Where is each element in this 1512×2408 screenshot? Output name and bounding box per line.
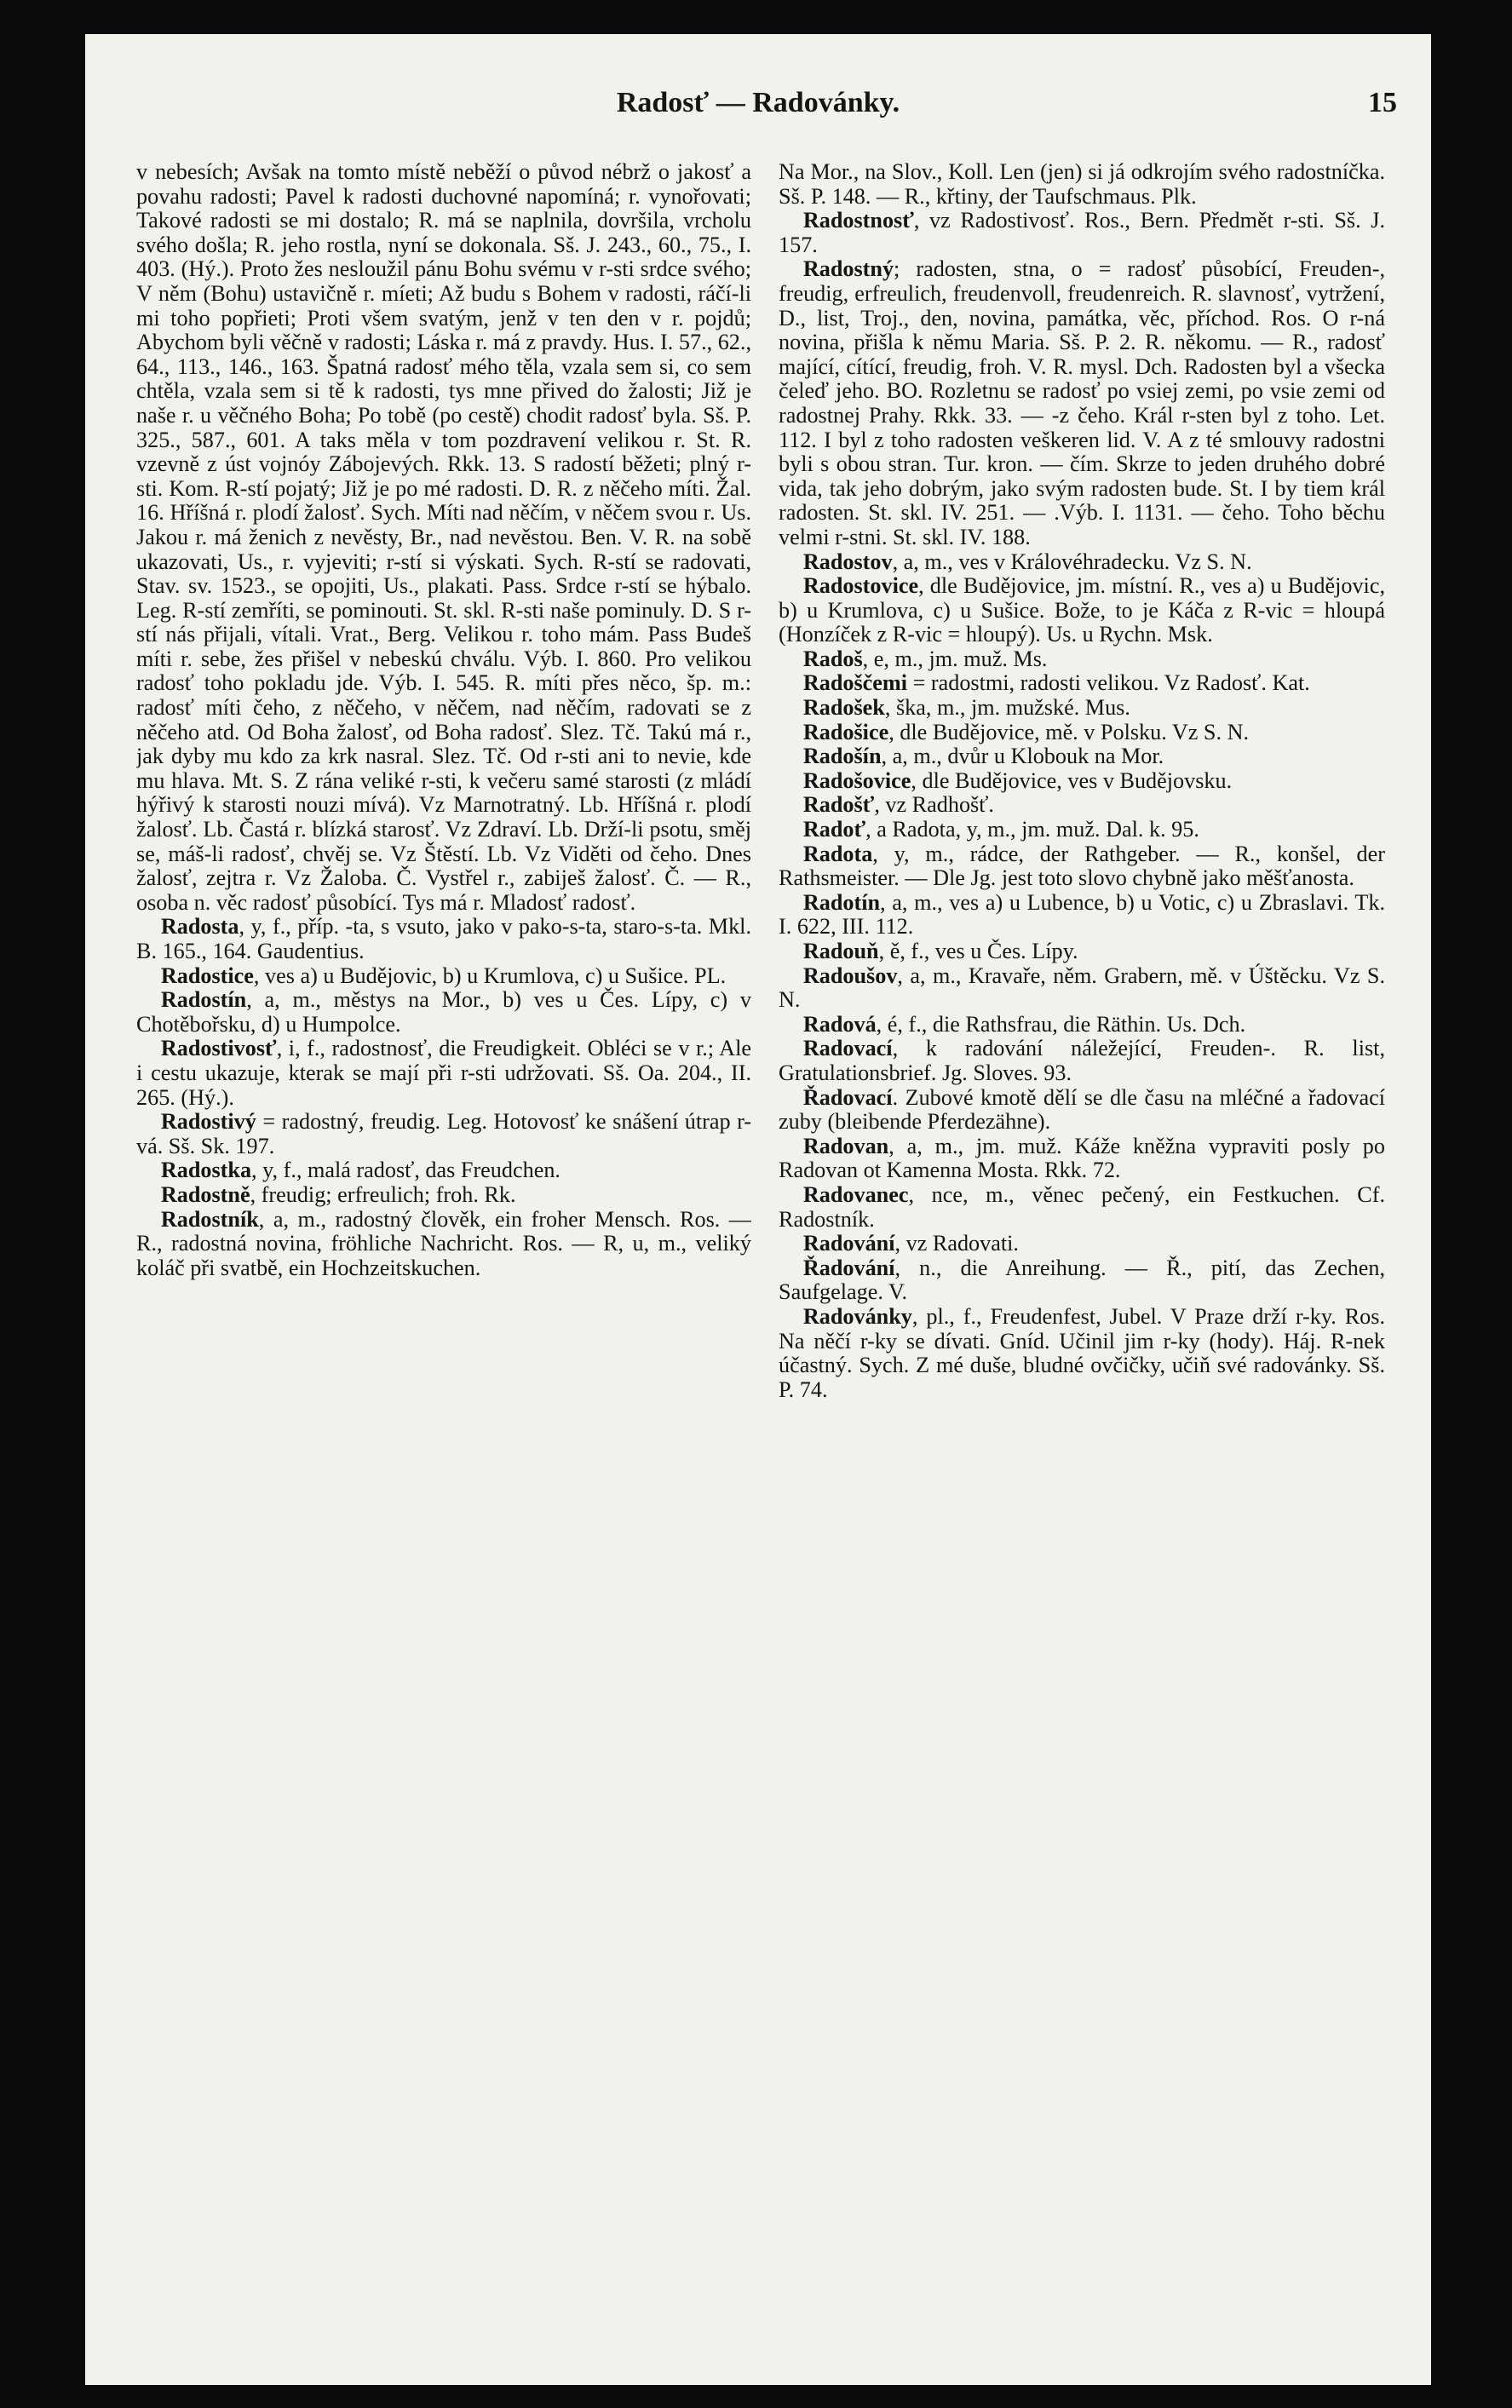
entry-headword: Radoščemi (802, 670, 908, 696)
dictionary-entry (779, 160, 1385, 209)
entry-text: , k radování náležející, Freuden-. R. list, Gratulationsbrief. Jg. Sloves. 93. (779, 1036, 1385, 1085)
dictionary-entry (136, 915, 751, 963)
entry-headword: Radouň (802, 939, 879, 963)
dictionary-entry (779, 1305, 1385, 1402)
entry-headword: Radostice (160, 963, 254, 988)
dictionary-entry (779, 209, 1385, 257)
dictionary-entry (779, 744, 1385, 769)
entry-text: , e, m., jm. muž. Ms. (862, 646, 1048, 671)
dictionary-entry (779, 647, 1385, 672)
entry-text: = radostmi, radosti velikou. Vz Radosť. Kat. (907, 670, 1310, 696)
entry-text: Na Mor., na Slov., Koll. Len (jen) si já odkrojím svého radostníčka. Sš. P. 148. — R., křtiny, der Taufschmaus. Plk. (779, 160, 1385, 209)
dictionary-entry (136, 1037, 751, 1110)
dictionary-entry (779, 257, 1385, 549)
entry-text: , i, f., radostnosť, die Freudigkeit. Obléci se v r.; Ale i cestu ukazuje, kterak se mají při r-sti udržovati. Sš. Oa. 204., II. 265. (Hý.). (136, 1036, 751, 1110)
dictionary-entry (779, 1256, 1385, 1305)
entry-text: . Zubové kmotě dělí se dle času na mléčné a řadovací zuby (bleibende Pferdezähne). (779, 1084, 1385, 1135)
entry-headword: Radová (802, 1011, 877, 1037)
entry-text: , ě, f., ves u Čes. Lípy. (878, 939, 1078, 963)
running-head: Radosť — Radovánky. (616, 87, 900, 118)
dictionary-entry (779, 1232, 1385, 1256)
entry-text: , nce, m., věnec pečený, ein Festkuchen. Cf. Radostník. (779, 1181, 1385, 1232)
entry-text: , é, f., die Rathsfrau, die Räthin. Us. Dch. (876, 1011, 1246, 1037)
entry-text: , ška, m., jm. mužské. Mus. (884, 695, 1130, 721)
entry-text: , a, m., městys na Mor., b) ves u Čes. Lípy, c) v Chotěbořsku, d) u Humpolce. (136, 987, 751, 1037)
entry-text: , a, m., radostný člověk, ein froher Mensch. Ros. — R., radostná novina, fröhliche Nachricht. Ros. — R, u, m., veliký koláč při svatbě, ein Hochzeitskuchen. (136, 1206, 751, 1280)
dictionary-entry (779, 574, 1385, 647)
dictionary-entry (779, 769, 1385, 794)
dictionary-entry (779, 696, 1385, 721)
entry-text: , pl., f., Freudenfest, Jubel. V Praze drží r-ky. Ros. Na něčí r-ky se dívati. Gníd. Učinil jim r-ky (hody). Háj. R-nek účastný. Sych. Z mé duše, bludné ovčičky, učiň své radovánky. Sš. P. 74. (779, 1303, 1385, 1402)
entry-headword: Radovánky (802, 1303, 912, 1329)
dictionary-entry (779, 891, 1385, 940)
entry-text: , vz Radostivosť. Ros., Bern. Předmět r-sti. Sš. J. 157. (779, 208, 1385, 257)
entry-headword: Radovan (802, 1133, 889, 1158)
dictionary-entry (779, 1086, 1385, 1135)
entry-headword: Radoušov (802, 963, 898, 988)
entry-headword: Radostovice (802, 573, 919, 599)
entry-text: , y, f., malá radosť, das Freudchen. (251, 1158, 561, 1183)
entry-text: , vz Radhošť. (874, 792, 994, 818)
entry-text: , dle Budějovice, mě. v Polsku. Vz S. N. (888, 719, 1250, 744)
entry-text: , y, m., rádce, der Rathgeber. — R., konšel, der Rathsmeister. — Dle Jg. jest toto slovo chybně jako měšťanosta. (779, 841, 1385, 891)
right-column (779, 160, 1385, 2341)
entry-headword: Řadovací (802, 1084, 893, 1110)
entry-headword: Radošice (802, 719, 889, 744)
entry-text: , ves a) u Budějovic, b) u Krumlova, c) u Sušice. PL. (253, 963, 727, 988)
dictionary-entry (779, 1135, 1385, 1183)
entry-text: , dle Budějovice, ves v Budějovsku. (911, 767, 1233, 793)
dictionary-entry (136, 964, 751, 989)
entry-text: , y, f., příp. -ta, s vsuto, jako v pako-s-ta, staro-s-ta. Mkl. B. 165., 164. Gaudentius. (136, 914, 751, 963)
entry-text: , a, m., dvůr u Klobouk na Mor. (881, 744, 1164, 769)
dictionary-entry (779, 721, 1385, 745)
entry-text: , a, m., Kravaře, něm. Grabern, mě. v Úštěcku. Vz S. N. (779, 963, 1385, 1013)
dictionary-entry (779, 671, 1385, 696)
entry-headword: Radostín (160, 987, 247, 1013)
dictionary-entry (136, 988, 751, 1037)
entry-text: , a, m., jm. muž. Káže kněžna vypraviti posly po Radovan ot Kamenna Mosta. Rkk. 72. (779, 1133, 1385, 1183)
dictionary-entry (136, 1110, 751, 1158)
entry-headword: Radování (802, 1231, 895, 1256)
entry-text: , freudig; erfreulich; froh. Rk. (250, 1181, 516, 1207)
dictionary-entry (779, 818, 1385, 842)
entry-headword: Radostivosť (160, 1036, 277, 1061)
dictionary-entry (779, 940, 1385, 964)
dictionary-entry (779, 1183, 1385, 1232)
dictionary-entry (136, 1208, 751, 1281)
dictionary-entry (779, 1013, 1385, 1037)
dictionary-entry (136, 1183, 751, 1208)
left-column (136, 160, 751, 2341)
entry-headword: Radošť (802, 792, 875, 818)
entry-headword: Radošek (802, 695, 885, 721)
dictionary-entry (779, 1037, 1385, 1085)
entry-text: , a, m., ves v Královéhradecku. Vz S. N. (892, 549, 1252, 574)
entry-headword: Radošín (802, 744, 882, 769)
dictionary-page (85, 34, 1431, 2385)
entry-headword: Radostně (160, 1181, 250, 1207)
entry-headword: Radoť (802, 817, 866, 842)
entry-text: , a Radota, y, m., jm. muž. Dal. k. 95. (865, 817, 1199, 842)
entry-text: = radostný, freudig. Leg. Hotovosť ke snášení útrap r-vá. Sš. Sk. 197. (136, 1109, 751, 1158)
entry-headword: Radostov (802, 549, 893, 574)
dictionary-entry (779, 964, 1385, 1013)
entry-headword: Radosta (160, 914, 239, 940)
entry-headword: Radostka (160, 1158, 252, 1183)
dictionary-entry (136, 160, 751, 915)
entry-text: , a, m., ves a) u Lubence, b) u Votic, c) u Zbraslavi. Tk. I. 622, III. 112. (779, 889, 1385, 940)
entry-headword: Radovanec (802, 1181, 909, 1207)
page-number: 15 (1368, 87, 1397, 118)
entry-headword: Radota (802, 841, 873, 866)
entry-headword: Radoš (802, 646, 863, 671)
entry-headword: Radovací (802, 1036, 893, 1061)
dictionary-entry (136, 1158, 751, 1183)
entry-text: v nebesích; Avšak na tomto místě neběží o původ nébrž o jakosť a povahu radosti; Pavel k radosti duchovné napomíná; r. vynořovati; Takové radosti se mi dostalo; R. má se naplnila, dovršila, vrcholu svého došla; R. jeho rostla, nyní se dokonala. Sš. J. 243., 60., 75., I. 403. (Hý.). Proto žes nesloužil pánu Bohu svému v r-sti srdce svého; V něm (Bohu) ustavičně r. míeti; Až budu s Bohem v radosti, ráčí-li mi toho popřieti; Proti všem svatým, jenž v ten den v r. pojdů; Abychom byli věčně v radosti; Láska r. má z pravdy. Hus. I. 57., 62., 64., 113., 146., 163. Špatná radosť mého těla, vzala sem si, co sem chtěla, vzala sem si tě k radosti, tys mne přived do žalosti; Již je naše r. u věčného Boha; Po tobě (po cestě) chodit radosť byla. Sš. P. 325., 587., 601. A taks měla v tom pozdravení velikou r. St. R. vzevně z úst vojnóy Zábojevých. Rkk. 13. S radostí běžeti; plný r-sti. Kom. R-stí pojatý; Již je po mé radosti. D. R. z něčeho míti. Žal. 16. Hříšná r. plodí žalosť. Sych. Míti nad něčím, v něčem svou r. Us. Jakou r. má ženich z nevěsty, Br., nad nevěstou. Ben. V. R. na sobě ukazovati, Us., r. vyjeviti; r-stí si výskati. Sych. R-stí se radovati, Stav. sv. 1523., se opojiti, Us., plakati. Pass. Srdce r-stí se hýbalo. Leg. R-stí zemříti, se pominouti. St. skl. R-sti naše pominuly. D. S r-stí nás přijali, vítali. Vrat., Berg. Velikou r. toho mám. Pass Budeš míti r. sebe, žes přišel v nebeskú chválu. Výb. I. 860. Pro velikou radosť toho pokladu jde. Výb. I. 545. R. míti přes něco, šp. m.: radosť míti čeho, z něčeho, v něčem, nad něčím, radovati se z něčeho atd. Od Boha žalosť, od Boha radosť. Slez. Tč. Takú má r., jak dyby mu kdo za krk nasral. Slez. Tč. Od r-sti ani to nevie, kde mu hlava. Mt. S. Z rána veliké r-sti, k večeru samé starosti (z mládí hýřivý k starosti nouzi mívá). Vz Marnotratný. Lb. Hříšná r. plodí žalosť. Lb. Častá r. blízká starosť. Vz Zdraví. Lb. Drží-li psotu, směj se, máš-li radosť, chvěj se. Vz Štěstí. Lb. Vz Viděti od čeho. Dnes žalosť, zejtra r. Vz Žaloba. Č. Vystřel r., zabiješ žalosť. Č. — R., osoba n. věc radosť působící. Tys má r. Mladosť radosť. (136, 160, 751, 915)
entry-text: , n., die Anreihung. — Ř., pití, das Zechen, Saufgelage. V. (779, 1255, 1385, 1305)
entry-text: , vz Radovati. (894, 1231, 1019, 1256)
page-header (85, 87, 1431, 138)
entry-headword: Radotín (802, 889, 881, 915)
entry-text: ; radosten, stna, o = radosť působící, Freuden-, freudig, erfreulich, freudenvoll, freudenreich. R. slavnosť, vytržení, D., list, Troj., den, novina, památka, věc, příchod. Ros. O r-ná novina, přišla k němu Maria. Sš. P. 2. R. někomu. — R., radosť mající, cítící, freudig, froh. V. R. mysl. Dch. Radosten byl a všecka čeleď jeho. BO. Rozletnu se radosť po vsiej zemi, po vsie zemi od radostnej Prahy. Rkk. 33. — -z čeho. Král r-sten byl z toho. Let. 112. I byl z toho radosten veškeren lid. V. A z té smlouvy radostni byli s obou stran. Tur. kron. — čím. Skrze to jeden druhého dobré vida, tak jeho dobrým, jako svým radosten bude. St. I by tiem král radosten. St. skl. IV. 251. — .Výb. I. 1131. — čeho. Toho běchu velmi r-stni. St. skl. IV. 188. (779, 256, 1385, 549)
dictionary-entry (779, 793, 1385, 818)
entry-headword: Radostník (160, 1206, 259, 1232)
entry-text: , dle Budějovice, jm. místní. R., ves a) u Budějovic, b) u Krumlova, c) u Sušice. Bože, to je Káča z R-vic = hloupá (Honzíček z R-vic = hloupý). Us. u Rychn. Msk. (779, 573, 1385, 647)
entry-headword: Radostnosť (802, 208, 914, 233)
entry-headword: Radostný (802, 256, 894, 282)
entry-headword: Radošovice (802, 767, 911, 793)
dictionary-entry (779, 550, 1385, 575)
dictionary-entry (779, 842, 1385, 891)
entry-headword: Řadování (802, 1255, 895, 1280)
entry-headword: Radostivý (160, 1109, 256, 1135)
